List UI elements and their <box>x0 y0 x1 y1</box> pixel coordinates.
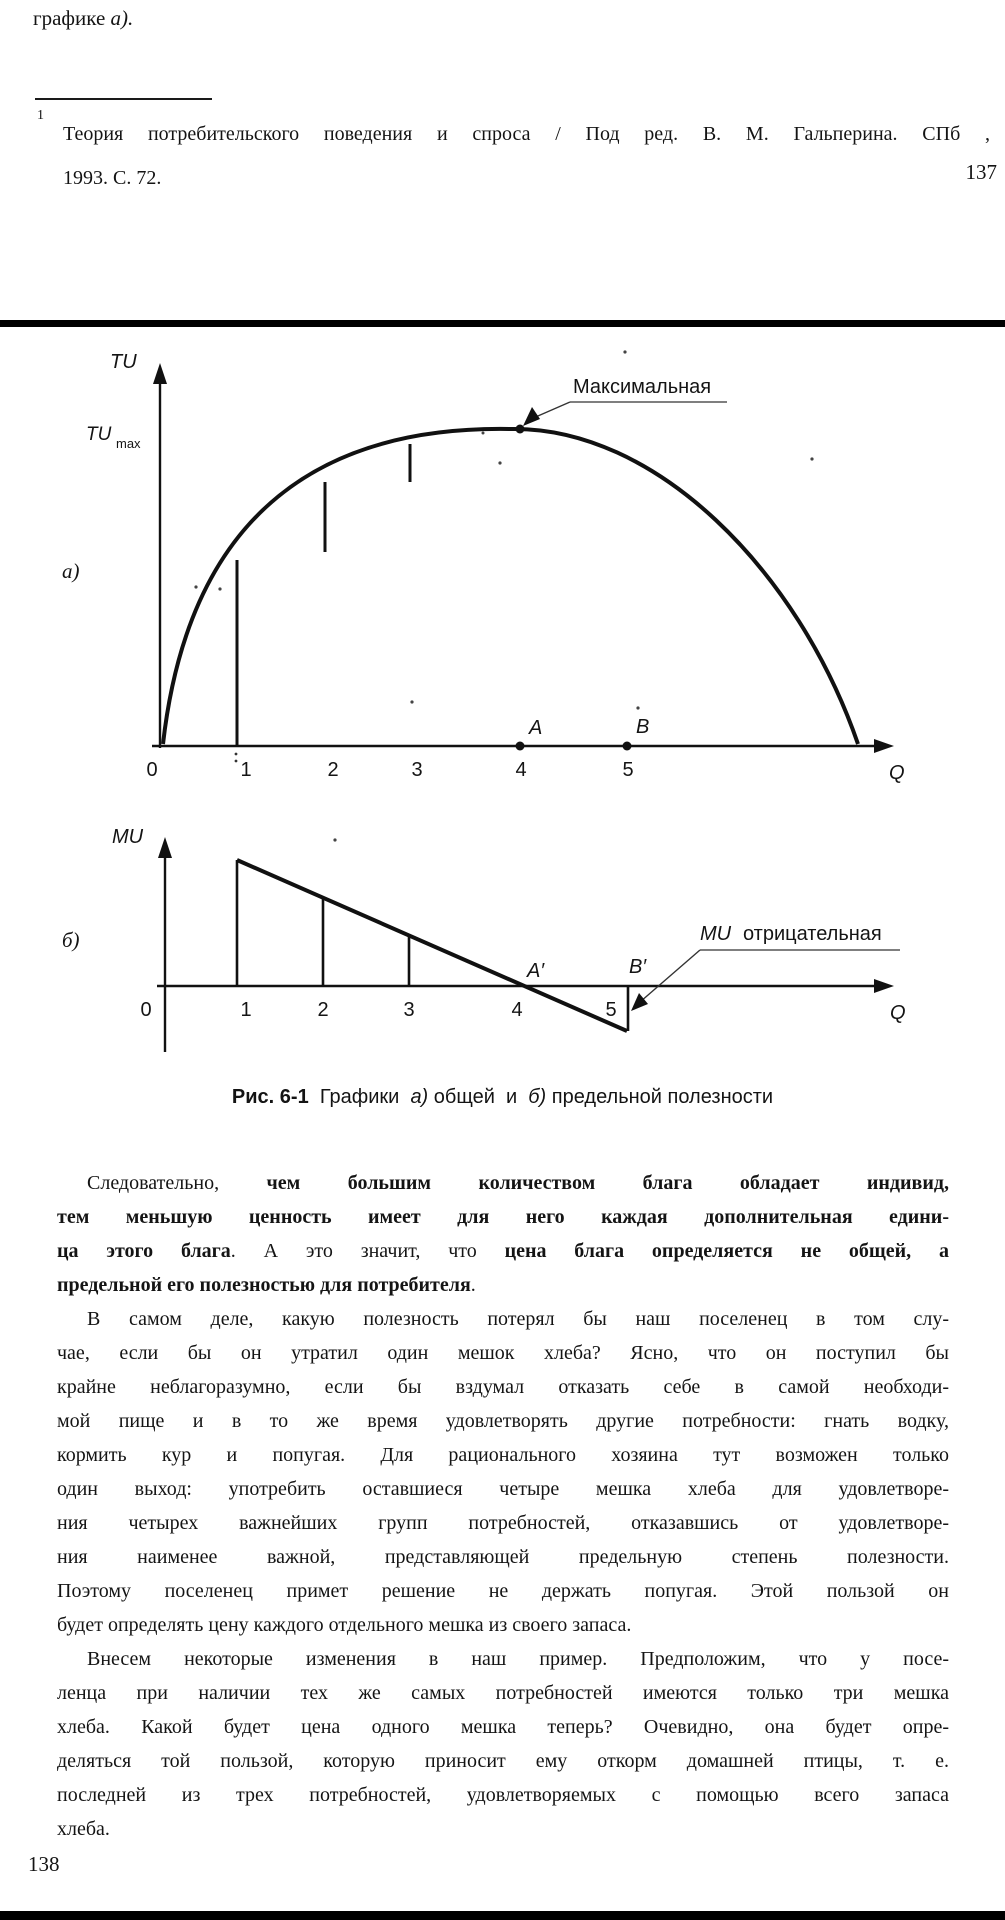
mu-negative-annotation-mu: MU <box>700 923 732 945</box>
tick-label: 1 <box>240 759 252 781</box>
body-line <box>57 1778 949 1812</box>
text-segment: хлеба. <box>57 1818 110 1840</box>
mu-q-label: Q <box>890 1002 906 1024</box>
mu-tick-labels <box>140 999 616 1021</box>
body-line <box>57 1268 949 1302</box>
scan-speckles <box>194 350 813 841</box>
text-segment: В самом деле, какую полезность потерял бы наш поселенец в том слу- <box>87 1308 949 1330</box>
tick-label: 4 <box>515 759 527 781</box>
text-segment: Следовательно, <box>87 1172 267 1194</box>
point-b-dot <box>623 742 632 751</box>
divider-bar-top <box>0 320 1005 327</box>
text-segment: ния наименее важной, представляющей предельную степень полезности. <box>57 1546 949 1568</box>
body-line <box>57 1404 949 1438</box>
body-line <box>57 1642 949 1676</box>
text-segment: предельной полезности <box>546 1086 774 1108</box>
tick-label: 0 <box>146 759 158 781</box>
tu-max-annotation: Максимальная <box>573 376 712 398</box>
text-segment: ния четырех важнейших групп потребностей, отказавшись от удовлетворе- <box>57 1512 949 1534</box>
text-segment: ца этого блага <box>57 1240 231 1262</box>
body-line <box>57 1608 949 1642</box>
text-segment: хлеба. Какой будет цена одного мешка теперь? Очевидно, она будет опре- <box>57 1716 949 1738</box>
text-segment: крайне неблагоразумно, если бы вздумал отказать себе в самой необходи- <box>57 1376 949 1398</box>
mu-axis-label: MU <box>112 826 144 848</box>
tick-label: 5 <box>622 759 634 781</box>
text-segment: Графики <box>308 1086 411 1108</box>
text-segment: чем большим количеством блага обладает индивид, <box>266 1172 949 1194</box>
page-top-text <box>33 6 133 31</box>
body-line <box>57 1472 949 1506</box>
scan-dot <box>235 753 238 756</box>
point-b-label: B <box>636 716 650 738</box>
text-segment: кормить кур и попугая. Для рационального хозяина тут возможен только <box>57 1444 949 1466</box>
text-segment: деляться той пользой, которую приносит ему откорм домашней птицы, т. е. <box>57 1750 949 1772</box>
body-line <box>57 1438 949 1472</box>
body-line <box>57 1336 949 1370</box>
tu-tick-labels <box>146 759 633 781</box>
point-a-label: A <box>529 717 543 739</box>
point-b-prime-label: B′ <box>629 956 647 978</box>
text-segment: . А это значит, что <box>230 1240 505 1262</box>
body-line <box>57 1676 949 1710</box>
tu-curve <box>163 429 858 744</box>
annotation-leader-line <box>640 950 700 1002</box>
text-segment: а) <box>410 1086 429 1108</box>
tick-label: 3 <box>403 999 415 1021</box>
scan-dot <box>235 760 238 763</box>
text-segment: Рис. 6-1 <box>231 1086 309 1108</box>
tick-label: 2 <box>317 999 329 1021</box>
text-segment: ленца при наличии тех же самых потребностей имеются только три мешка <box>57 1682 949 1704</box>
text-segment: последней из трех потребностей, удовлетворяемых с помощью всего запаса <box>57 1784 949 1806</box>
tu-q-label: Q <box>889 762 905 784</box>
text-segment: 1993. С. 72. <box>63 167 162 189</box>
tick-label: 5 <box>605 999 617 1021</box>
tick-label: 4 <box>511 999 523 1021</box>
body-line <box>57 1200 949 1234</box>
text-segment: Теория потребительского поведения и спроса / Под ред. В. М. Гальперина. СПб , <box>63 123 990 145</box>
point-a-prime-label: A′ <box>527 960 545 982</box>
point-a-dot <box>516 742 525 751</box>
body-line <box>57 1302 949 1336</box>
footnote-rule <box>35 98 212 100</box>
body-line <box>57 1506 949 1540</box>
body-line <box>57 1234 949 1268</box>
annotation-arrowhead-icon <box>631 993 648 1011</box>
text-segment: общей и <box>428 1086 529 1108</box>
text-segment: тем меньшую ценность имеет для него каждая дополнительная едини- <box>57 1206 949 1228</box>
text-segment: а). <box>110 6 134 30</box>
panel-b-label: б) <box>62 928 80 952</box>
body-line <box>57 1540 949 1574</box>
body-text <box>57 1166 949 1846</box>
footnote <box>63 112 990 200</box>
body-line <box>57 1812 949 1846</box>
mu-x-axis-arrow-icon <box>874 979 894 993</box>
mu-line <box>237 860 627 1031</box>
tu-x-axis-arrow-icon <box>874 739 894 753</box>
text-segment: мой пище и в то же время удовлетворять другие потребности: гнать водку, <box>57 1410 949 1432</box>
tu-axis-label: TU <box>110 351 137 373</box>
divider-bar-bottom <box>0 1911 1005 1920</box>
page-number-top: 137 <box>965 160 997 184</box>
text-segment: один выход: употребить оставшиеся четыре мешка хлеба для удовлетворе- <box>57 1478 949 1500</box>
tu-y-axis-arrow-icon <box>153 363 167 384</box>
body-line <box>57 1166 949 1200</box>
text-segment: чае, если бы он утратил один мешок хлеба? Ясно, что он поступил бы <box>57 1342 949 1364</box>
tick-label: 0 <box>140 999 152 1021</box>
body-line <box>57 1744 949 1778</box>
text-segment: б) <box>528 1086 547 1108</box>
tick-label: 1 <box>240 999 252 1021</box>
tu-max-sub-label: max <box>116 436 141 451</box>
tu-max-label: TU <box>86 424 112 445</box>
text-segment: графике <box>33 6 111 30</box>
text-segment: будет определять цену каждого отдельного мешка из своего запаса. <box>57 1614 632 1636</box>
figure-caption <box>0 1086 1005 1109</box>
text-segment: Внесем некоторые изменения в наш пример. Предположим, что у посе- <box>87 1648 949 1670</box>
panel-a-label: а) <box>62 559 80 583</box>
footnote-marker: 1 <box>37 108 44 123</box>
tick-label: 2 <box>327 759 339 781</box>
annotation-arrowhead-icon <box>523 407 540 426</box>
page-number-bottom: 138 <box>28 1852 60 1876</box>
mu-negative-annotation: отрицательная <box>743 923 882 945</box>
footnote-line <box>63 112 990 156</box>
text-segment: предельной его полезностью для потребителя <box>57 1274 471 1296</box>
mu-y-axis-arrow-icon <box>158 837 172 858</box>
text-segment: цена блага определяется не общей, а <box>504 1240 949 1262</box>
body-line <box>57 1370 949 1404</box>
body-line <box>57 1574 949 1608</box>
text-segment: Поэтому поселенец примет решение не держать попугая. Этой пользой он <box>57 1580 949 1602</box>
text-segment: . <box>470 1274 476 1296</box>
figure-6-1 <box>0 330 1005 1090</box>
body-line <box>57 1710 949 1744</box>
footnote-line <box>63 156 990 200</box>
tick-label: 3 <box>411 759 423 781</box>
